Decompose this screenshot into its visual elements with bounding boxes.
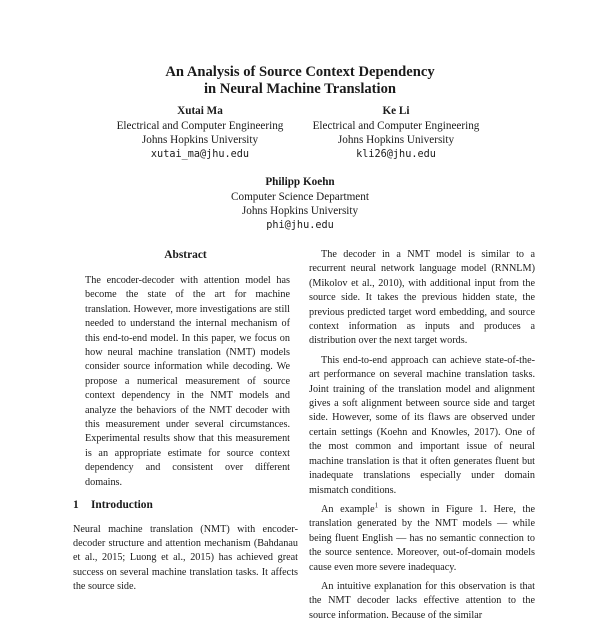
footnote-marker: 1 — [374, 501, 379, 510]
author-institution: Johns Hopkins University — [241, 205, 359, 217]
author-name: Philipp Koehn — [265, 176, 335, 188]
paper-title — [0, 64, 600, 98]
author-email: kli26@jhu.edu — [356, 148, 436, 160]
title-line-1: An Analysis of Source Context Dependency — [165, 64, 435, 80]
author-department: Electrical and Computer Engineering — [312, 119, 480, 132]
author-department: Electrical and Computer Engineering — [116, 119, 284, 132]
body-paragraph-4: An intuitive explanation for this observation is that the NMT decoder lacks effective attention to the source information. Because of the similar — [309, 580, 535, 621]
author-department: Computer Science Department — [231, 190, 369, 203]
abstract-text: The encoder-decoder with attention model has become the state of the art for machine translation. However, more investigations are still needed to understand the internal mechanism of this end-to-end model. In this paper, we focus on how neural machine translation (NMT) models consider source information while decoding. We propose a numerical measurement of source context dependency in the NMT models and analyze the behaviors of the NMT decoder with this measurement under several circumstances. Experimental results show that this measurement is an appropriate estimate for source context dependency and consistent over different domains. — [85, 275, 290, 488]
abstract-heading: Abstract — [164, 249, 207, 261]
right-column — [309, 248, 535, 628]
author-block-2 — [286, 104, 506, 162]
author-name: Ke Li — [382, 105, 410, 117]
intro-paragraph-1: Neural machine translation (NMT) with encoder-decoder structure and attention mechanism (Bahdanau et al., 2015; Luong et al., 2015) has achieved great success on several machine translation tasks. It affects the source side. — [73, 523, 298, 593]
section-number: 1 — [73, 499, 79, 512]
author-name: Xutai Ma — [177, 105, 223, 117]
author-email: xutai_ma@jhu.edu — [150, 148, 250, 160]
section-title: Introduction — [91, 499, 153, 512]
body-paragraph-3 — [309, 503, 535, 575]
section-heading-introduction — [73, 498, 298, 512]
author-institution: Johns Hopkins University — [141, 134, 259, 146]
body-paragraph-1: The decoder in a NMT model is similar to a recurrent neural network language model (RNNLM) (Mikolov et al., 2010), with additional input from the source side. It takes the previous hidden state, the previous predicted target word embedding, and source context information as inputs and produces a distribution over the next target words. — [309, 249, 535, 347]
author-email: phi@jhu.edu — [266, 219, 334, 231]
paragraph-text: is shown in Figure 1. Here, the translation generated by the NMT models — while being fluent English — has no semantic connection to the source sentence. Moreover, out-of-domain models cause even more severe inadequacy. — [309, 503, 535, 573]
body-paragraph-2: This end-to-end approach can achieve state-of-the-art performance on several machine translation tasks. Joint training of the translation model and alignment gives a soft alignment between source side and target side. However, some of its flaws are observed under certain settings (Koehn and Knowles, 2017). One of the most common and important issue of neural machine translation is that it often generates fluent but inadequate translations especially under domain mismatch conditions. — [309, 354, 535, 496]
author-institution: Johns Hopkins University — [337, 134, 455, 146]
left-column — [73, 248, 298, 600]
paragraph-text: An example — [321, 503, 375, 515]
title-line-2: in Neural Machine Translation — [203, 81, 397, 97]
author-block-3 — [170, 175, 430, 233]
